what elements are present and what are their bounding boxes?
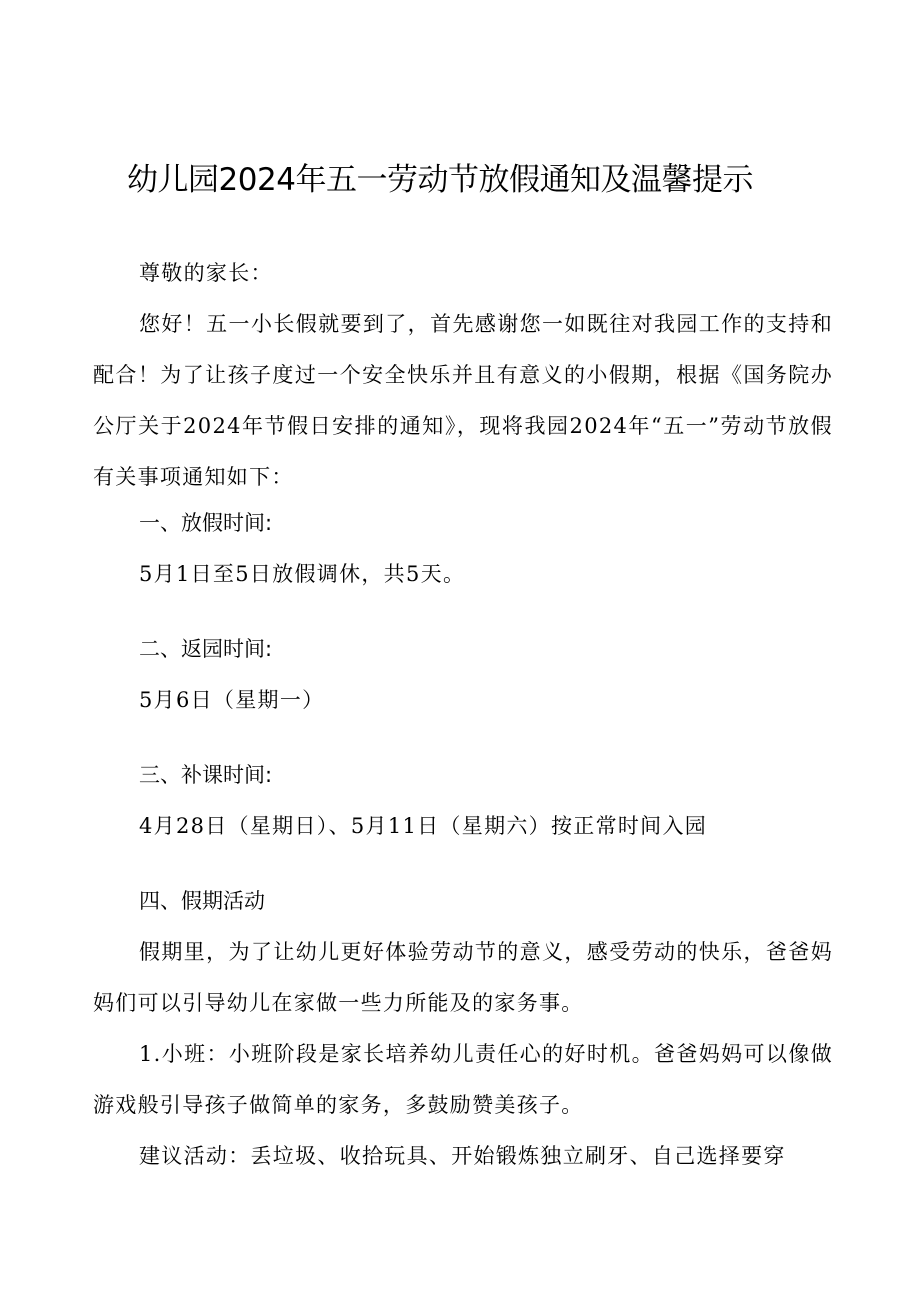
section-text-return: 5月6日（星期一） <box>139 688 325 712</box>
section-heading-activities: 四、假期活动 <box>139 889 265 913</box>
section-heading-holiday: 一、放假时间: <box>139 511 273 535</box>
section-heading-return: 二、返园时间: <box>139 637 273 661</box>
greeting: 尊敬的家长： <box>139 261 273 285</box>
section-text-holiday: 5月1日至5日放假调休，共5天。 <box>139 562 466 586</box>
suggestion-line: 建议活动：丢垃圾、收拾玩具、开始锻炼独立刷牙、自己选择要穿 <box>139 1144 786 1168</box>
section-text-makeup: 4月28日（星期日）、5月11日（星期六）按正常时间入园 <box>139 814 708 838</box>
intro-paragraph: 您好！五一小长假就要到了，首先感谢您一如既往对我园工作的支持和配合！为了让孩子度过一个安全快乐并且有意义的小假期，根据《国务院办公厅关于2024年节假日安排的通知》，现将我园2024年“五一”劳动节放假有关事项通知如下： <box>93 312 833 489</box>
small-class-item: 1.小班：小班阶段是家长培养幼儿责任心的好时机。爸爸妈妈可以像做游戏般引导孩子做简单的家务，多鼓励赞美孩子。 <box>93 1042 833 1117</box>
section-text-activities: 假期里，为了让幼儿更好体验劳动节的意义，感受劳动的快乐，爸爸妈妈们可以引导幼儿在家做一些力所能及的家务事。 <box>93 940 833 1015</box>
section-heading-makeup: 三、补课时间: <box>139 763 273 787</box>
document-title: 幼儿园2024年五一劳动节放假通知及温馨提示 <box>127 162 753 198</box>
